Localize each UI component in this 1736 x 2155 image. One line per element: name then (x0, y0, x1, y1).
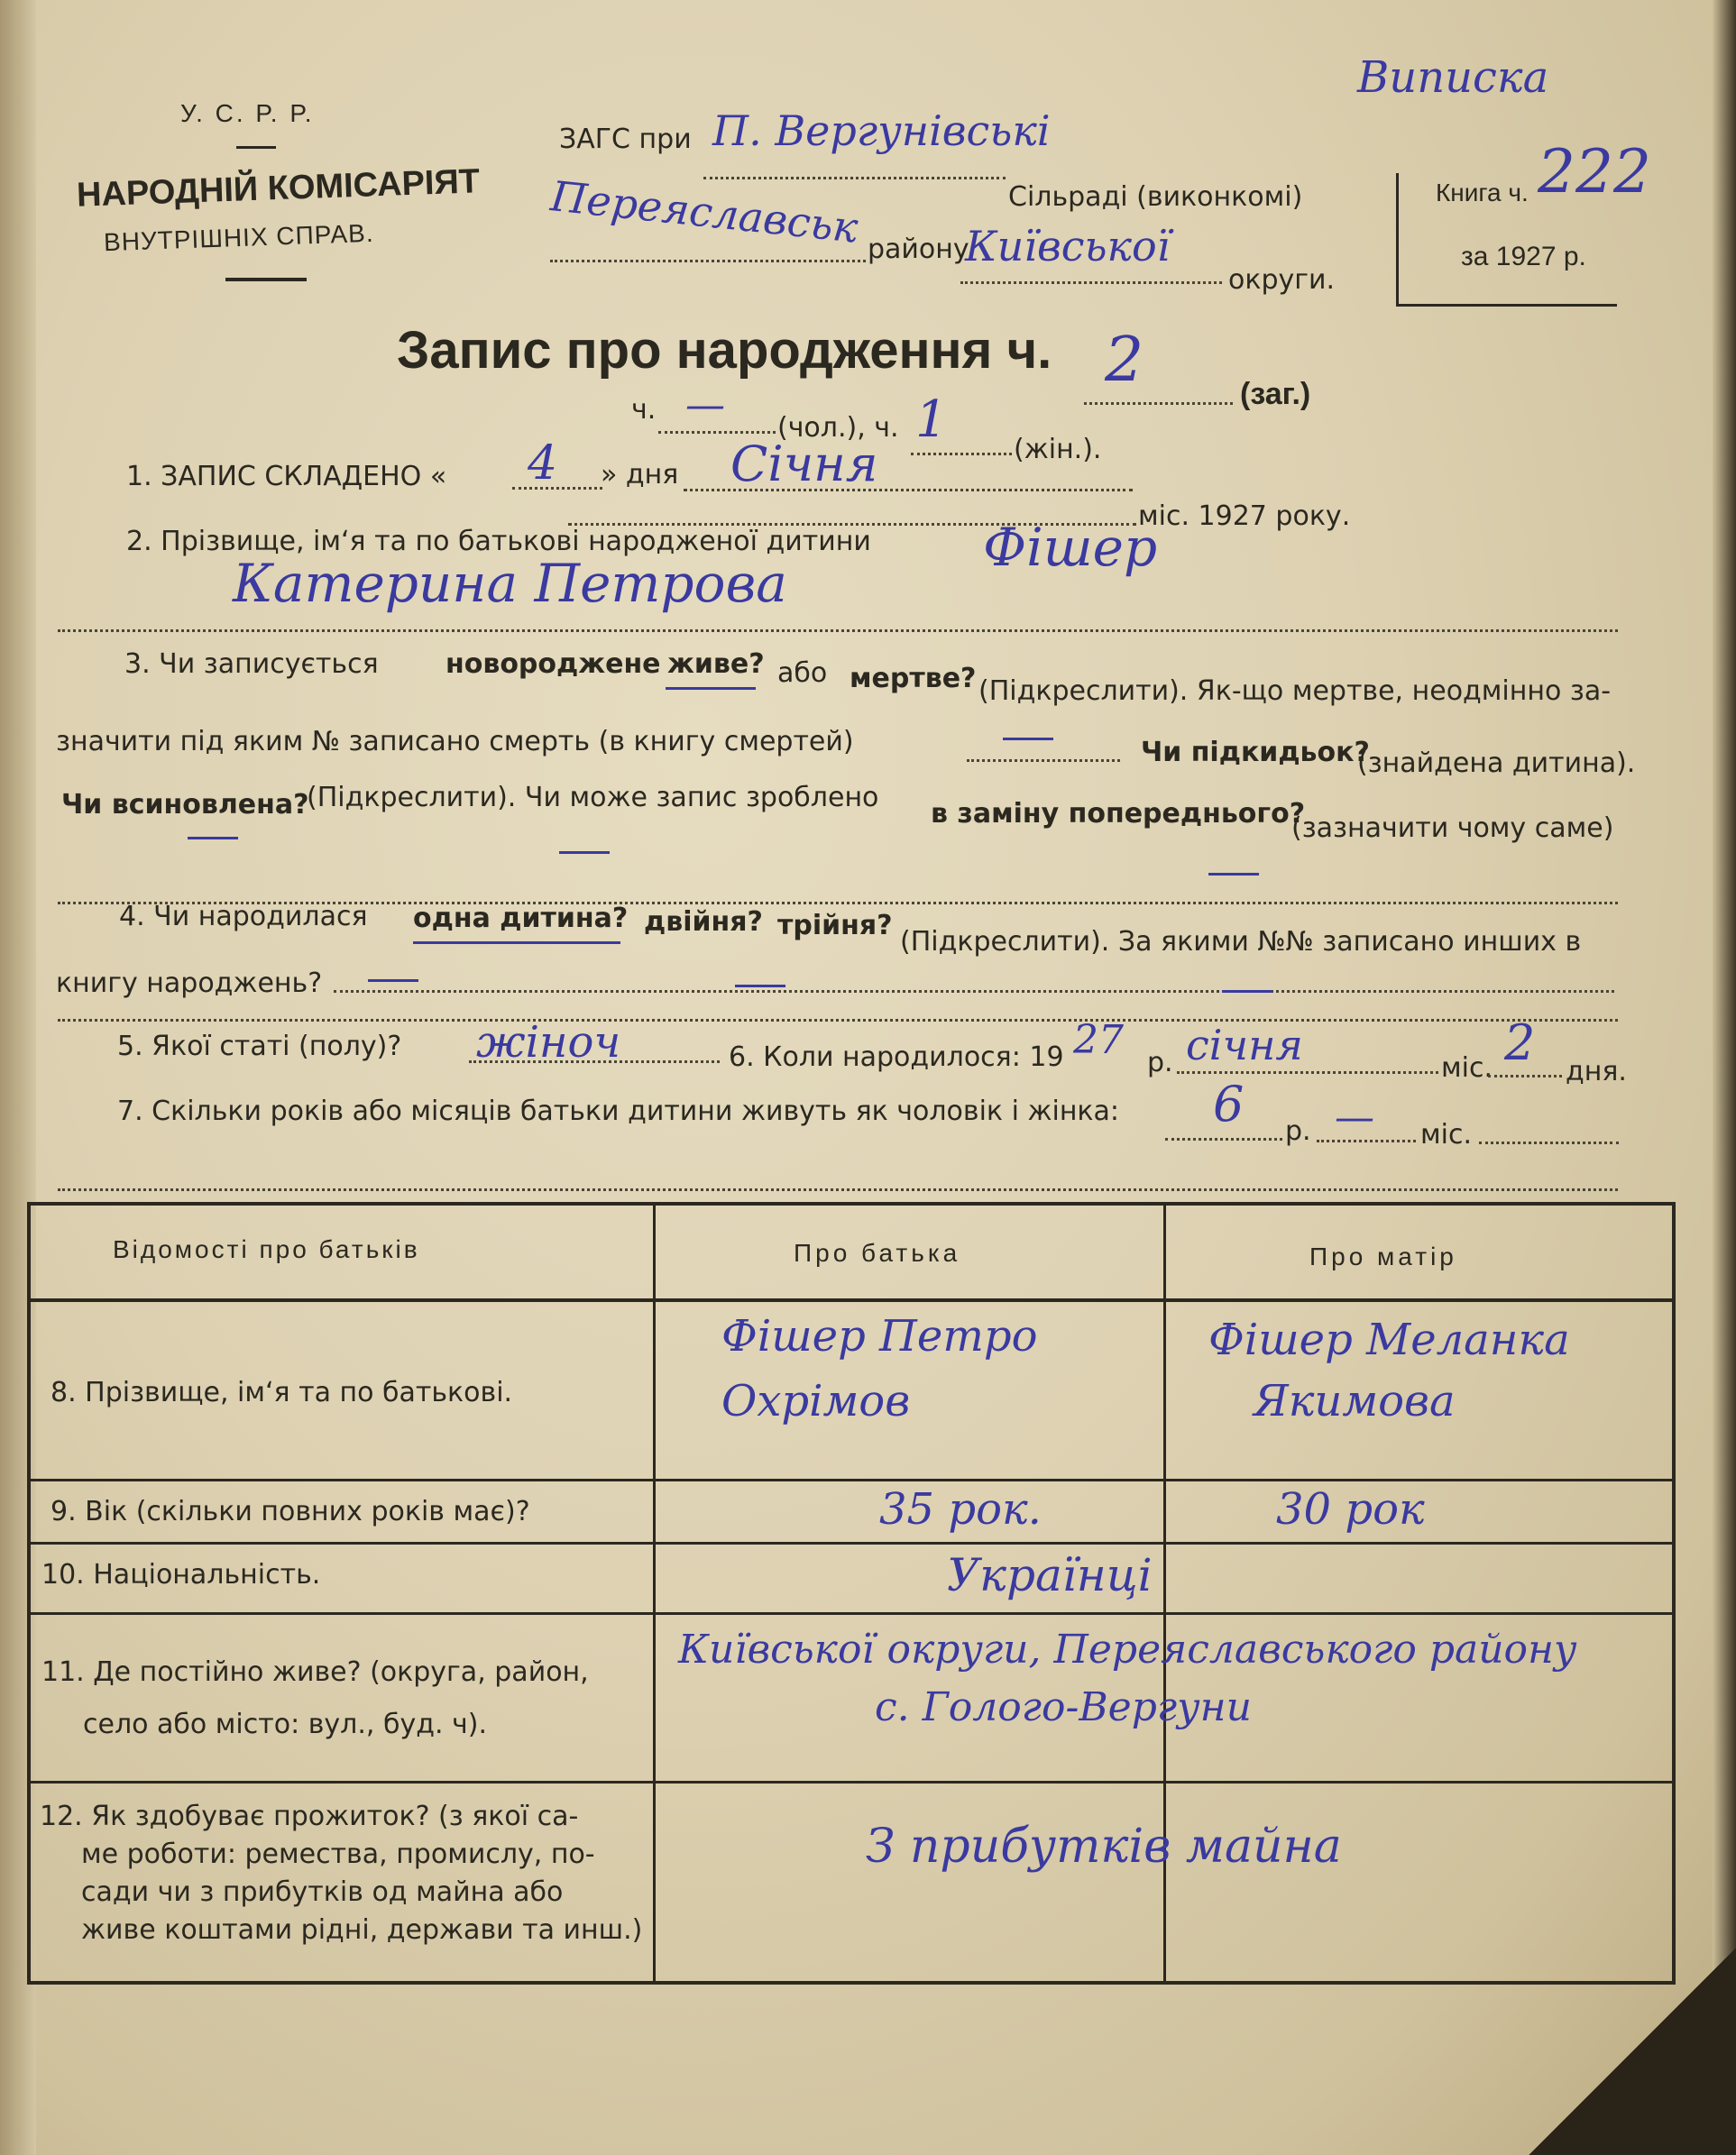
birth-day-line (1488, 1075, 1562, 1078)
father-age: 35 рок. (879, 1484, 1042, 1535)
title-number-line (1084, 402, 1233, 405)
item7-years-line (1165, 1138, 1282, 1141)
item6-r: р. (1147, 1047, 1173, 1078)
item3-newborn: новороджене (445, 648, 661, 680)
female-count: 1 (915, 390, 948, 449)
row9-label: 9. Вік (скільки повних років має)? (51, 1496, 530, 1527)
dash-1 (188, 837, 238, 839)
father-name-1: Фішер Петро (721, 1311, 1038, 1362)
item2-field-line (58, 629, 1618, 632)
item1-year: міс. 1927 року. (1138, 500, 1351, 532)
okruha-field-line (960, 281, 1222, 284)
item4-single-option[interactable]: одна дитина? (413, 903, 629, 934)
dash-6 (1222, 990, 1272, 993)
item3-replacement: в заміну попереднього? (931, 798, 1306, 830)
th-father: Про батька (794, 1239, 961, 1267)
dash-2 (559, 851, 610, 854)
row11-label-1: 11. Де постійно живе? (округа, район, (41, 1656, 589, 1688)
item7-tail-line (1479, 1142, 1619, 1144)
item3-l2a: значити під яким № записано смерть (в книгу смертей) (56, 726, 854, 757)
birth-month-line (1177, 1071, 1438, 1074)
item3-l3b: (Підкреслити). Чи може запис зроблено (307, 782, 879, 813)
mother-name-2: Якимова (1254, 1376, 1456, 1426)
document-title: Запис про народження ч. (397, 321, 1052, 380)
item3-foundling-option[interactable]: Чи підкидьок? (1141, 737, 1370, 768)
book-label: Книга ч. (1436, 179, 1529, 206)
dash-5 (735, 985, 785, 987)
th-mother: Про матір (1309, 1243, 1457, 1270)
count-ch-label: ч. (631, 394, 657, 426)
item1-mid: » дня (601, 459, 679, 491)
item1-month: Січня (730, 436, 878, 492)
book-number: 222 (1538, 137, 1651, 206)
female-label: (жін.). (1014, 434, 1102, 465)
residence-1: Київської округи, Переяславського району (678, 1627, 1577, 1673)
birth-month: січня (1186, 1021, 1303, 1069)
table-row-rule-11 (27, 1781, 1676, 1784)
table-row-rule-10 (27, 1612, 1676, 1615)
item4-field-line-2 (58, 1019, 1618, 1022)
item3-dead-option[interactable]: мертве? (850, 663, 977, 694)
item6-label: 6. Коли народилося: 19 (729, 1041, 1064, 1073)
father-name-2: Охрімов (721, 1376, 911, 1426)
item3-l1f: (Підкреслити). Як-що мертве, неодмінно за- (978, 675, 1612, 707)
item2-label: 2. Прізвище, ім‘я та по батькові народженої дитини (126, 526, 871, 557)
row8-label: 8. Прізвище, ім‘я та по батькові. (51, 1377, 513, 1408)
district-label: району (868, 234, 969, 265)
zags-label: ЗАГС при (559, 124, 692, 155)
nationality: Українці (947, 1549, 1153, 1601)
mother-age: 30 рок (1276, 1484, 1425, 1535)
row12-label-2: ме роботи: ремества, промислу, по- (81, 1839, 595, 1870)
item4-twins-option[interactable]: двійня? (644, 906, 763, 938)
row10-label: 10. Національність. (41, 1559, 321, 1591)
item6-dnya: дня. (1566, 1056, 1627, 1087)
item3-l1a: 3. Чи записується (124, 648, 379, 680)
zags-field-line (703, 177, 1006, 179)
book-year: за 1927 р. (1461, 242, 1586, 271)
residence-2: с. Голого-Вергуни (875, 1684, 1252, 1730)
row12-label-1: 12. Як здобуває прожиток? (з якої са- (40, 1801, 579, 1832)
child-surname: Фішер (983, 517, 1158, 578)
male-label: (чол.), ч. (777, 412, 899, 444)
mother-name-1: Фішер Меланка (1208, 1315, 1570, 1365)
council-label: Сільраді (виконкомі) (1008, 181, 1303, 213)
corner-note: Виписка (1357, 52, 1549, 103)
death-number-line (967, 759, 1120, 762)
record-number: 2 (1105, 325, 1144, 396)
okruha-value: Київської (965, 222, 1171, 271)
item4-triplets-option[interactable]: трійня? (777, 910, 893, 941)
male-count: — (685, 382, 725, 428)
item5-label: 5. Якої статі (полу)? (117, 1031, 402, 1062)
item7-r: р. (1285, 1115, 1311, 1147)
item3-l3d: (зазначити чому саме) (1291, 812, 1614, 844)
item3-adopted-option[interactable]: Чи всиновлена? (61, 789, 309, 821)
item1-label: 1. ЗАПИС СКЛАДЕНО « (126, 461, 447, 492)
header-rule-2 (225, 278, 307, 281)
dash-4 (368, 979, 418, 982)
state-abbrev: У. С. Р. Р. (180, 99, 315, 127)
row12-label-4: живе коштами рідні, держави та инш.) (81, 1914, 643, 1946)
item4-l1e: (Підкреслити). За якими №№ записано инших в (900, 926, 1582, 958)
page-right-edge (1713, 0, 1736, 2155)
ministry-name: НАРОДНІЙ КОМІСАРІЯТ (76, 162, 481, 215)
birth-day: 2 (1504, 1014, 1536, 1071)
book-box-left (1396, 173, 1399, 304)
death-number-dash (1003, 738, 1053, 740)
district-value: Переяславськ (548, 171, 860, 252)
book-box-bottom (1396, 304, 1617, 307)
item1-day: 4 (528, 436, 558, 491)
zags-value: П. Вергунівські (712, 106, 1051, 155)
item3-or: або (777, 657, 828, 689)
male-count-line (658, 431, 776, 434)
item7-field-line (58, 1188, 1618, 1191)
ministry-subtitle: ВНУТРІШНІХ СПРАВ. (103, 218, 375, 257)
dash-3 (1208, 873, 1259, 876)
okruha-label: округи. (1228, 264, 1336, 296)
item7-label: 7. Скільки років або місяців батьки дитини живуть як чоловік і жінка: (117, 1096, 1120, 1127)
row11-label-2: село або місто: вул., буд. ч). (83, 1709, 487, 1740)
item1-day-line (512, 487, 602, 490)
item3-alive-option[interactable]: живе? (667, 648, 765, 680)
total-label: (заг.) (1240, 377, 1311, 411)
th-info: Відомості про батьків (113, 1235, 420, 1263)
row12-label-3: сади чи з прибутків од майна або (81, 1876, 564, 1908)
item3-found-child: (знайдена дитина). (1357, 747, 1636, 779)
single-underline (413, 941, 620, 944)
item4-field-line (334, 990, 1614, 993)
birth-year-suffix: 27 (1073, 1017, 1124, 1063)
header-rule (236, 146, 276, 149)
child-name: Катерина Петрова (233, 553, 787, 614)
alive-underline (666, 687, 756, 690)
marriage-years: 6 (1213, 1076, 1245, 1133)
child-sex: жіноч (476, 1017, 621, 1068)
table-header-rule (27, 1298, 1676, 1302)
item7-mis: міс. (1420, 1119, 1472, 1151)
item4-l2: книгу народжень? (56, 967, 323, 999)
district-field-line (550, 260, 866, 262)
livelihood: З прибутків майна (866, 1820, 1342, 1874)
female-count-line (911, 453, 1012, 455)
table-row-rule-9 (27, 1542, 1676, 1545)
table-row-rule-8 (27, 1479, 1676, 1481)
item6-mis: міс. (1441, 1052, 1493, 1084)
marriage-months: — (1335, 1095, 1374, 1141)
table-col-divider-1 (653, 1202, 656, 1981)
item4-l1a: 4. Чи народилася (119, 901, 368, 932)
